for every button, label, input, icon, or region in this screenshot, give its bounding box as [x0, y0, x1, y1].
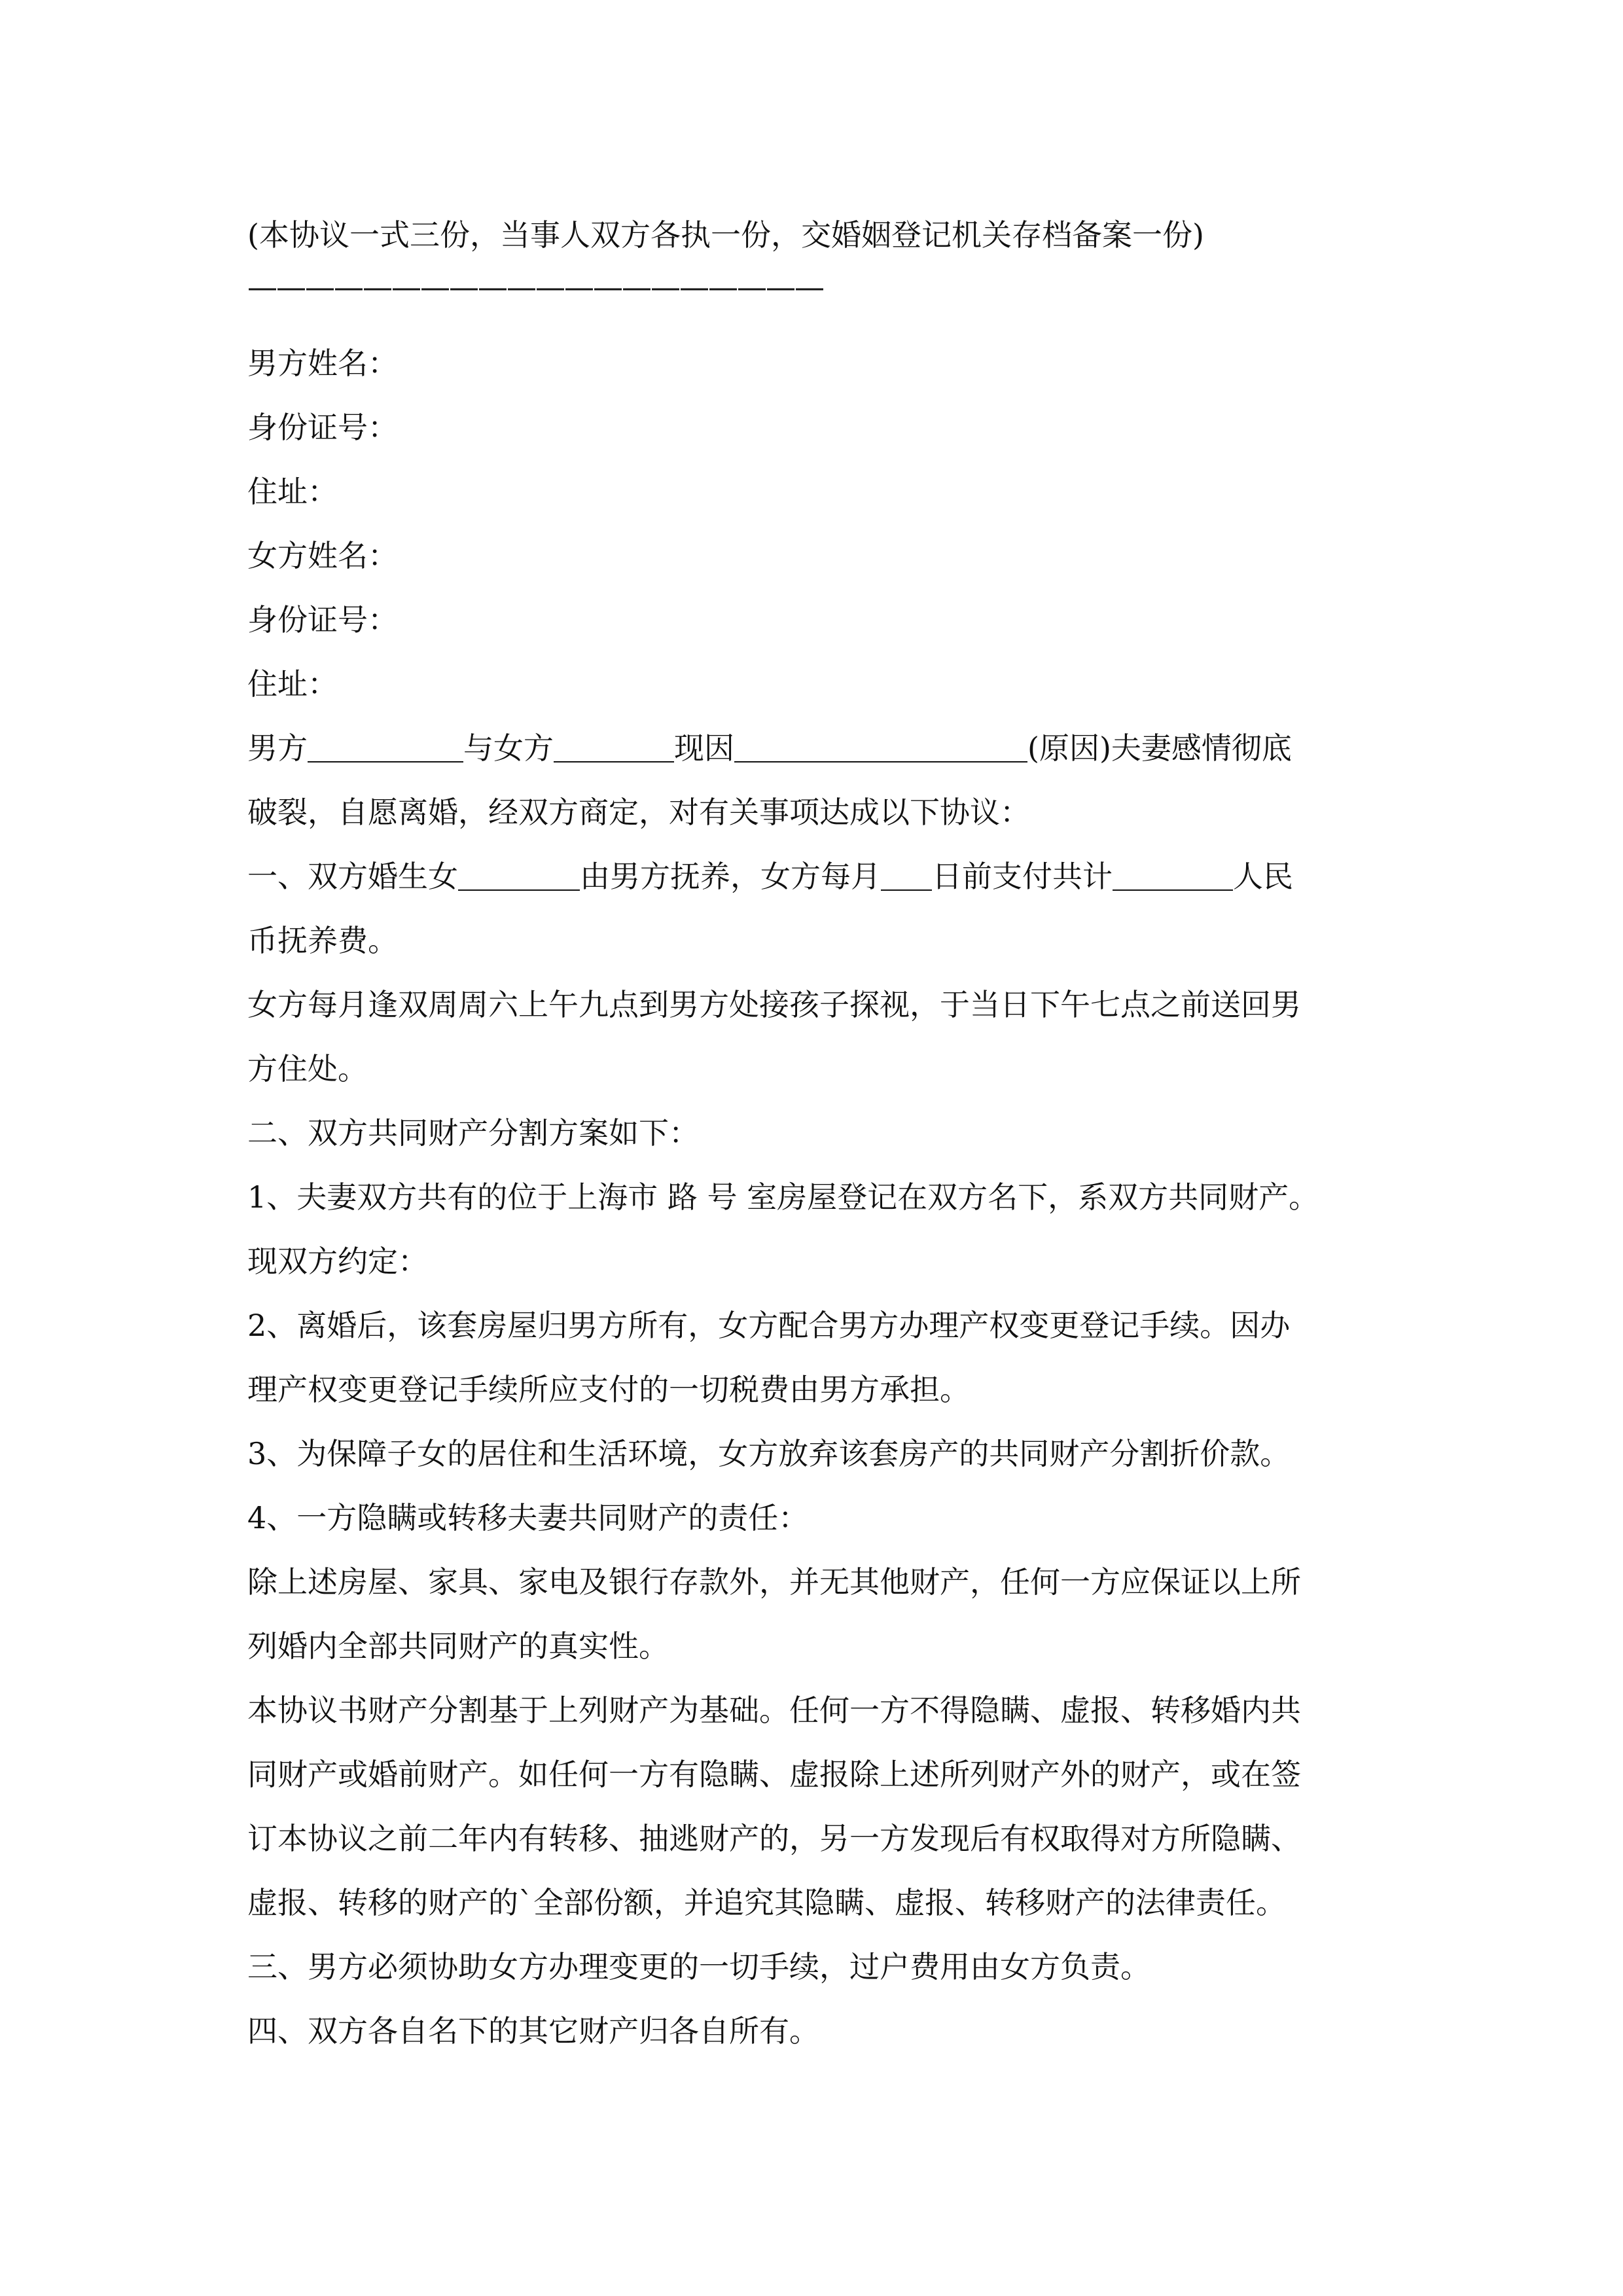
visit-line-1: 女方每月逢双周周六上午九点到男方处接孩子探视，于当日下午七点之前送回男 — [247, 987, 1301, 1022]
clause-2-para-1-line-1: 除上述房屋、家具、家电及银行存款外，并无其他财产，任何一方应保证以上所 — [247, 1564, 1301, 1600]
clause-2-item-1-line-2: 现双方约定： — [247, 1244, 428, 1279]
child-name-blank — [458, 859, 580, 891]
clause-text: 日前支付共计 — [932, 859, 1113, 894]
amount-blank — [1113, 859, 1233, 891]
female-name-field: 女方姓名： — [247, 538, 398, 573]
clause-2-item-3: 3、为保障子女的居住和生活环境，女方放弃该套房产的共同财产分割折价款。 — [247, 1436, 1291, 1471]
female-id-field: 身份证号： — [247, 602, 398, 637]
clause-1-line-1 — [247, 844, 1393, 908]
agreement-body — [247, 203, 1393, 2063]
clause-1-line-2: 币抚养费。 — [247, 923, 398, 958]
clause-2-title: 二、双方共同财产分割方案如下： — [247, 1115, 699, 1151]
reason-blank — [734, 731, 1027, 762]
clause-2-item-1-line-1: 1、夫妻双方共有的位于上海市 路 号 室房屋登记在双方名下，系双方共同财产。 — [247, 1179, 1319, 1215]
intro-line-2: 破裂，自愿离婚，经双方商定，对有关事项达成以下协议： — [247, 795, 1030, 830]
clause-text: 人民 — [1233, 859, 1293, 894]
copies-note: (本协议一式三份，当事人双方各执一份，交婚姻登记机关存档备案一份) — [247, 217, 1204, 253]
clause-text: 一、双方婚生女 — [247, 859, 458, 894]
clause-4: 四、双方各自名下的其它财产归各自所有。 — [247, 2013, 819, 2049]
clause-2-item-4: 4、一方隐瞒或转移夫妻共同财产的责任： — [247, 1500, 809, 1535]
clause-2-para-2-line-3: 订本协议之前二年内有转移、抽逃财产的，另一方发现后有权取得对方所隐瞒、 — [247, 1821, 1301, 1856]
clause-text: 由男方抚养，女方每月 — [580, 859, 881, 894]
clause-2-para-1-line-2: 列婚内全部共同财产的真实性。 — [247, 1628, 669, 1664]
day-blank — [881, 859, 932, 891]
clause-2-para-2-line-2: 同财产或婚前财产。如任何一方有隐瞒、虚报除上述所列财产外的财产，或在签 — [247, 1757, 1301, 1792]
intro-text: 男方 — [247, 730, 308, 766]
clause-2-para-2-line-1: 本协议书财产分割基于上列财产为基础。任何一方不得隐瞒、虚报、转移婚内共 — [247, 1693, 1301, 1728]
clause-2-item-2-line-2: 理产权变更登记手续所应支付的一切税费由男方承担。 — [247, 1372, 970, 1407]
visit-line-2: 方住处。 — [247, 1051, 368, 1086]
male-name-blank — [308, 731, 463, 762]
intro-text: 现因 — [674, 730, 734, 766]
male-address-field: 住址： — [247, 474, 338, 509]
clause-2-item-2-line-1: 2、离婚后，该套房屋归男方所有，女方配合男方办理产权变更登记手续。因办 — [247, 1308, 1291, 1343]
intro-text: 与女方 — [463, 730, 554, 766]
divider-line: ———————————————————— — [247, 269, 823, 304]
female-name-blank — [554, 731, 674, 762]
intro-line-1 — [247, 716, 1393, 780]
intro-text: (原因)夫妻感情彻底 — [1027, 730, 1292, 766]
clause-2-para-2-line-4: 虚报、转移的财产的`全部份额，并追究其隐瞒、虚报、转移财产的法律责任。 — [247, 1885, 1286, 1920]
female-address-field: 住址： — [247, 666, 338, 702]
clause-3: 三、男方必须协助女方办理变更的一切手续，过户费用由女方负责。 — [247, 1949, 1150, 1984]
male-id-field: 身份证号： — [247, 410, 398, 445]
male-name-field: 男方姓名： — [247, 346, 398, 381]
